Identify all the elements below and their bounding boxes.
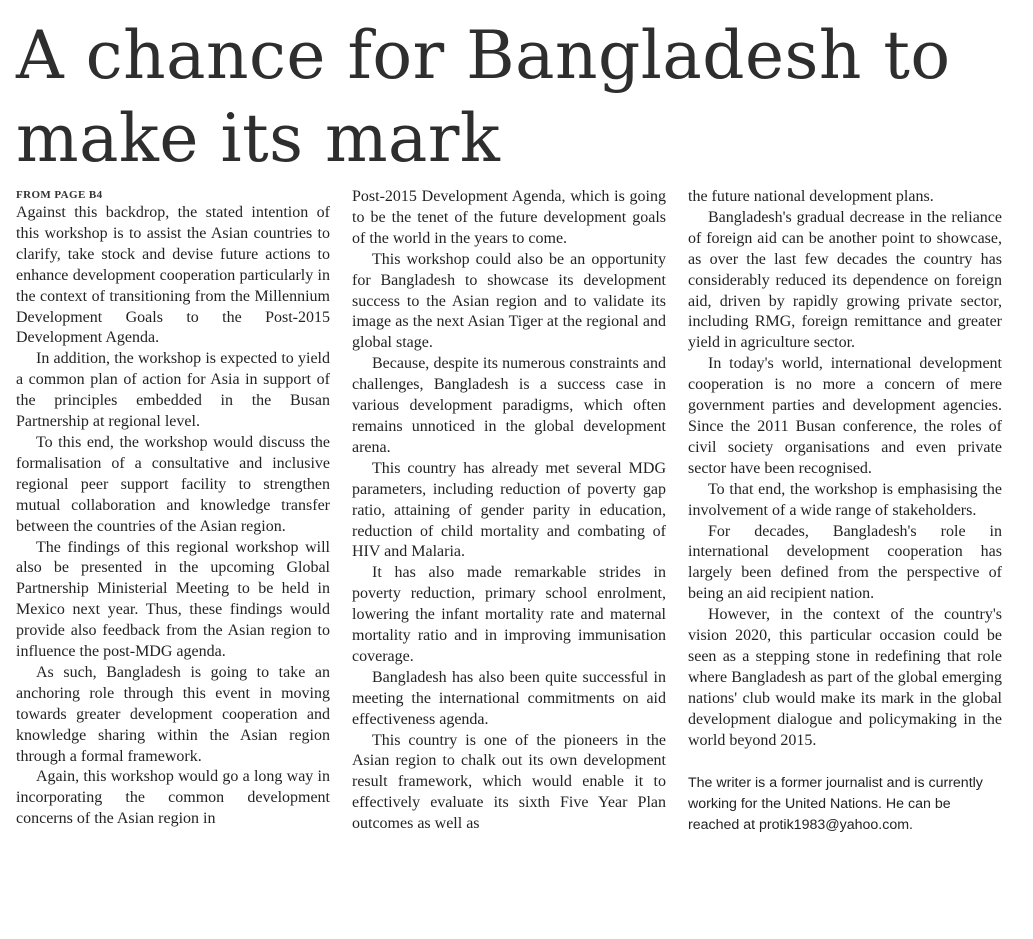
paragraph: Again, this workshop would go a long way in incorporating the common development concerns of the Asian region in (16, 768, 330, 828)
paragraph: This country has already met several MDG parameters, including reduction of poverty gap ratio, attaining of gender parity in education, reduction of child mortality and combating of HIV and Malaria. (352, 459, 666, 561)
article-column-3 (688, 187, 1002, 836)
article-column-2 (352, 187, 666, 835)
paragraph: In today's world, international development cooperation is no more a concern of mere government parties and development agencies. Since the 2011 Busan conference, the roles of civil society organisations and even private sector have been recognised. (688, 355, 1002, 477)
paragraph: To that end, the workshop is emphasising the involvement of a wide range of stakeholders. (688, 480, 1002, 519)
paragraph: For decades, Bangladesh's role in international development cooperation has largely been defined from the perspective of being an aid recipient nation. (688, 522, 1002, 603)
paragraph: Bangladesh has also been quite successful in meeting the international commitments on aid effectiveness agenda. (352, 668, 666, 728)
paragraph: This country is one of the pioneers in the Asian region to chalk out its own development result framework, which would enable it to effectively evaluate its sixth Five Year Plan outcomes as well as (352, 731, 666, 833)
paragraph: In addition, the workshop is expected to yield a common plan of action for Asia in support of the principles embedded in the Busan Partnership at regional level. (16, 350, 330, 431)
paragraph: Post-2015 Development Agenda, which is going to be the tenet of the future development goals of the world in the years to come. (352, 188, 666, 247)
paragraph: It has also made remarkable strides in poverty reduction, primary school enrolment, lowering the infant mortality rate and maternal mortality ratio and in improving immunisation coverage. (352, 564, 666, 665)
paragraph: The findings of this regional workshop will also be presented in the upcoming Global Partnership Ministerial Meeting to be held in Mexico next year. Thus, these findings would provide also feedback from the Asian region to influence the post-MDG agenda. (16, 538, 330, 661)
paragraph: This workshop could also be an opportunity for Bangladesh to showcase its development success to the Asian region and to validate its image as the next Asian Tiger at the regional and global stage. (352, 250, 666, 352)
paragraph: the future national development plans. (688, 188, 934, 205)
article-column-1 (16, 187, 330, 830)
paragraph: Against this backdrop, the stated intention of this workshop is to assist the Asian countries to clarify, take stock and devise future actions to enhance development cooperation particularly in the context of transitioning from the Millennium Development Goals to the Post-2015 Development Agenda. (16, 204, 330, 347)
paragraph: Bangladesh's gradual decrease in the reliance of foreign aid can be another point to showcase, as over the last few decades the country has considerably reduced its dependence on foreign aid, driven by rapidly growing private sector, including RMG, foreign remittance and greater yield in agriculture sector. (688, 208, 1002, 352)
paragraph: Because, despite its numerous constraints and challenges, Bangladesh is a success case in various development paradigms, which often remains unnoticed in the global development arena. (352, 355, 666, 456)
continuation-label: FROM PAGE B4 (16, 189, 103, 201)
paragraph: To this end, the workshop would discuss the formalisation of a consultative and inclusive regional peer support facility to strengthen mutual collaboration and knowledge transfer between the countries of the Asian region. (16, 433, 330, 535)
paragraph: However, in the context of the country's vision 2020, this particular occasion could be seen as a stepping stone in redefining that role where Bangladesh as part of the global emerging nations' club would make its mark in the global development dialogue and policymaking in the world beyond 2015. (688, 606, 1002, 749)
author-note: The writer is a former journalist and is currently working for the United Nations. He can be reached at protik1983@yahoo.com. (688, 775, 983, 834)
paragraph: As such, Bangladesh is going to take an anchoring role through this event in moving towards greater development cooperation and knowledge sharing within the Asian region through a formal framework. (16, 663, 330, 765)
headline: A chance for Bangladesh to make its mark (16, 17, 951, 177)
